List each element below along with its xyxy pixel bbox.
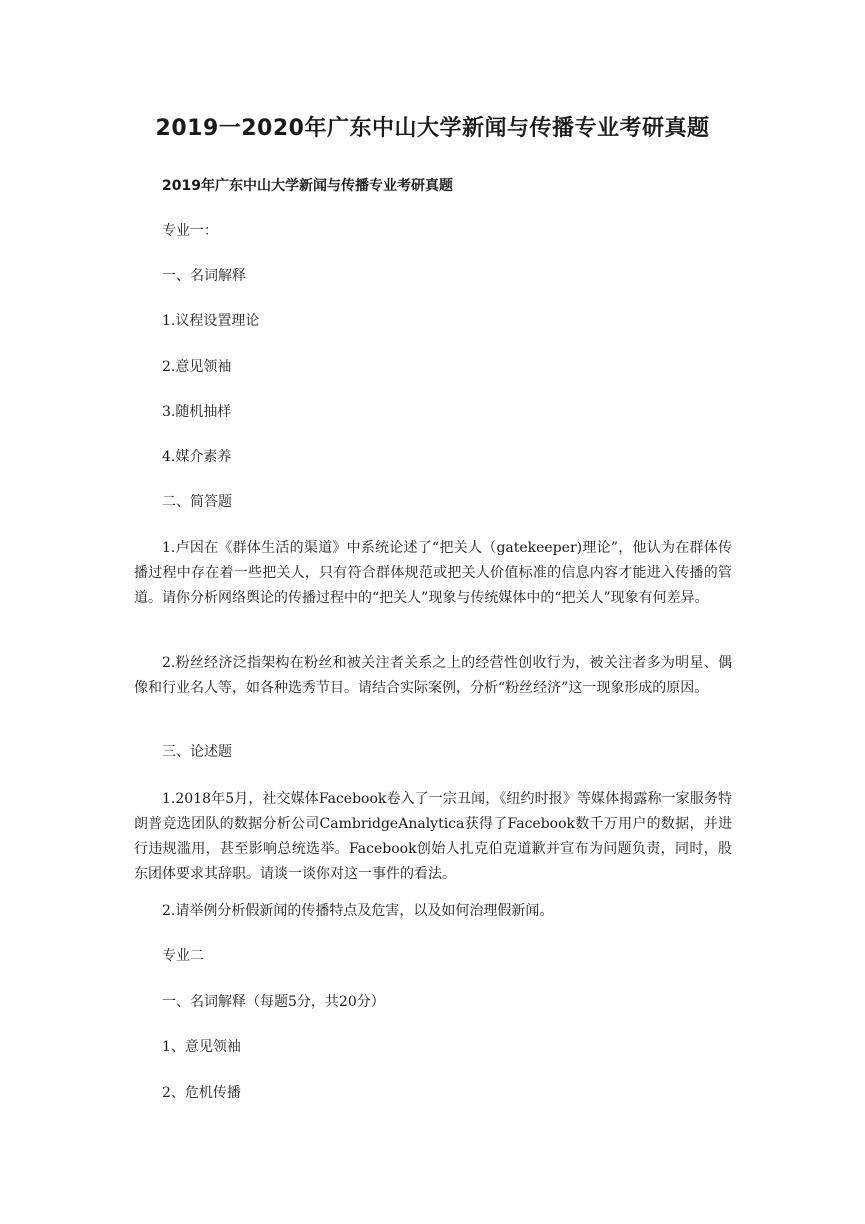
section-heading-short-answer: 二、简答题 bbox=[162, 494, 232, 510]
question-paragraph: 1.卢因在《群体生活的渠道》中系统论述了“把关人（gatekeeper)理论”，他认为在群体传播过程中存在着一些把关人，只有符合群体规范或把关人价值标准的信息内容才能进入传播的管道。请你分析网络舆论的传播过程中的“把关人”现象与传统媒体中的“把关人”现象有何差异。 bbox=[134, 540, 732, 606]
section-heading-terms-two: 一、名词解释（每题5分，共20分） bbox=[162, 994, 385, 1010]
major-one-heading: 专业一： bbox=[162, 223, 218, 239]
term-item: 1.议程设置理论 bbox=[162, 313, 260, 329]
term-item: 2、危机传播 bbox=[162, 1085, 241, 1101]
section-heading-essay: 三、论述题 bbox=[162, 744, 232, 760]
question-paragraph: 2.粉丝经济泛指架构在粉丝和被关注者关系之上的经营性创收行为，被关注者多为明星、偶像和行业名人等，如各种选秀节目。请结合实际案例，分析“粉丝经济”这一现象形成的原因。 bbox=[134, 655, 732, 696]
term-item: 4.媒介素养 bbox=[162, 449, 232, 465]
major-two-heading: 专业二 bbox=[162, 948, 204, 964]
section-heading-terms: 一、名词解释 bbox=[162, 268, 246, 284]
document-subtitle: 2019年广东中山大学新闻与传播专业考研真题 bbox=[162, 178, 453, 194]
question-item: 2.请举例分析假新闻的传播特点及危害，以及如何治理假新闻。 bbox=[162, 903, 554, 919]
question-paragraph: 1.2018年5月，社交媒体Facebook卷入了一宗丑闻，《纽约时报》等媒体揭露称一家服务特朗普竞选团队的数据分析公司CambridgeAnalytica获得了Facebook数千万用户的数据，并进行违规滥用，甚至影响总统选举。Facebook创始人扎克伯克道歉并宣布为问题负责，同时，股东团体要求其辞职。请谈一谈你对这一事件的看法。 bbox=[134, 791, 732, 882]
document-title: 2019一2020年广东中山大学新闻与传播专业考研真题 bbox=[155, 116, 710, 141]
term-item: 3.随机抽样 bbox=[162, 404, 232, 420]
term-item: 1、意见领袖 bbox=[162, 1039, 241, 1055]
term-item: 2.意见领袖 bbox=[162, 359, 232, 375]
